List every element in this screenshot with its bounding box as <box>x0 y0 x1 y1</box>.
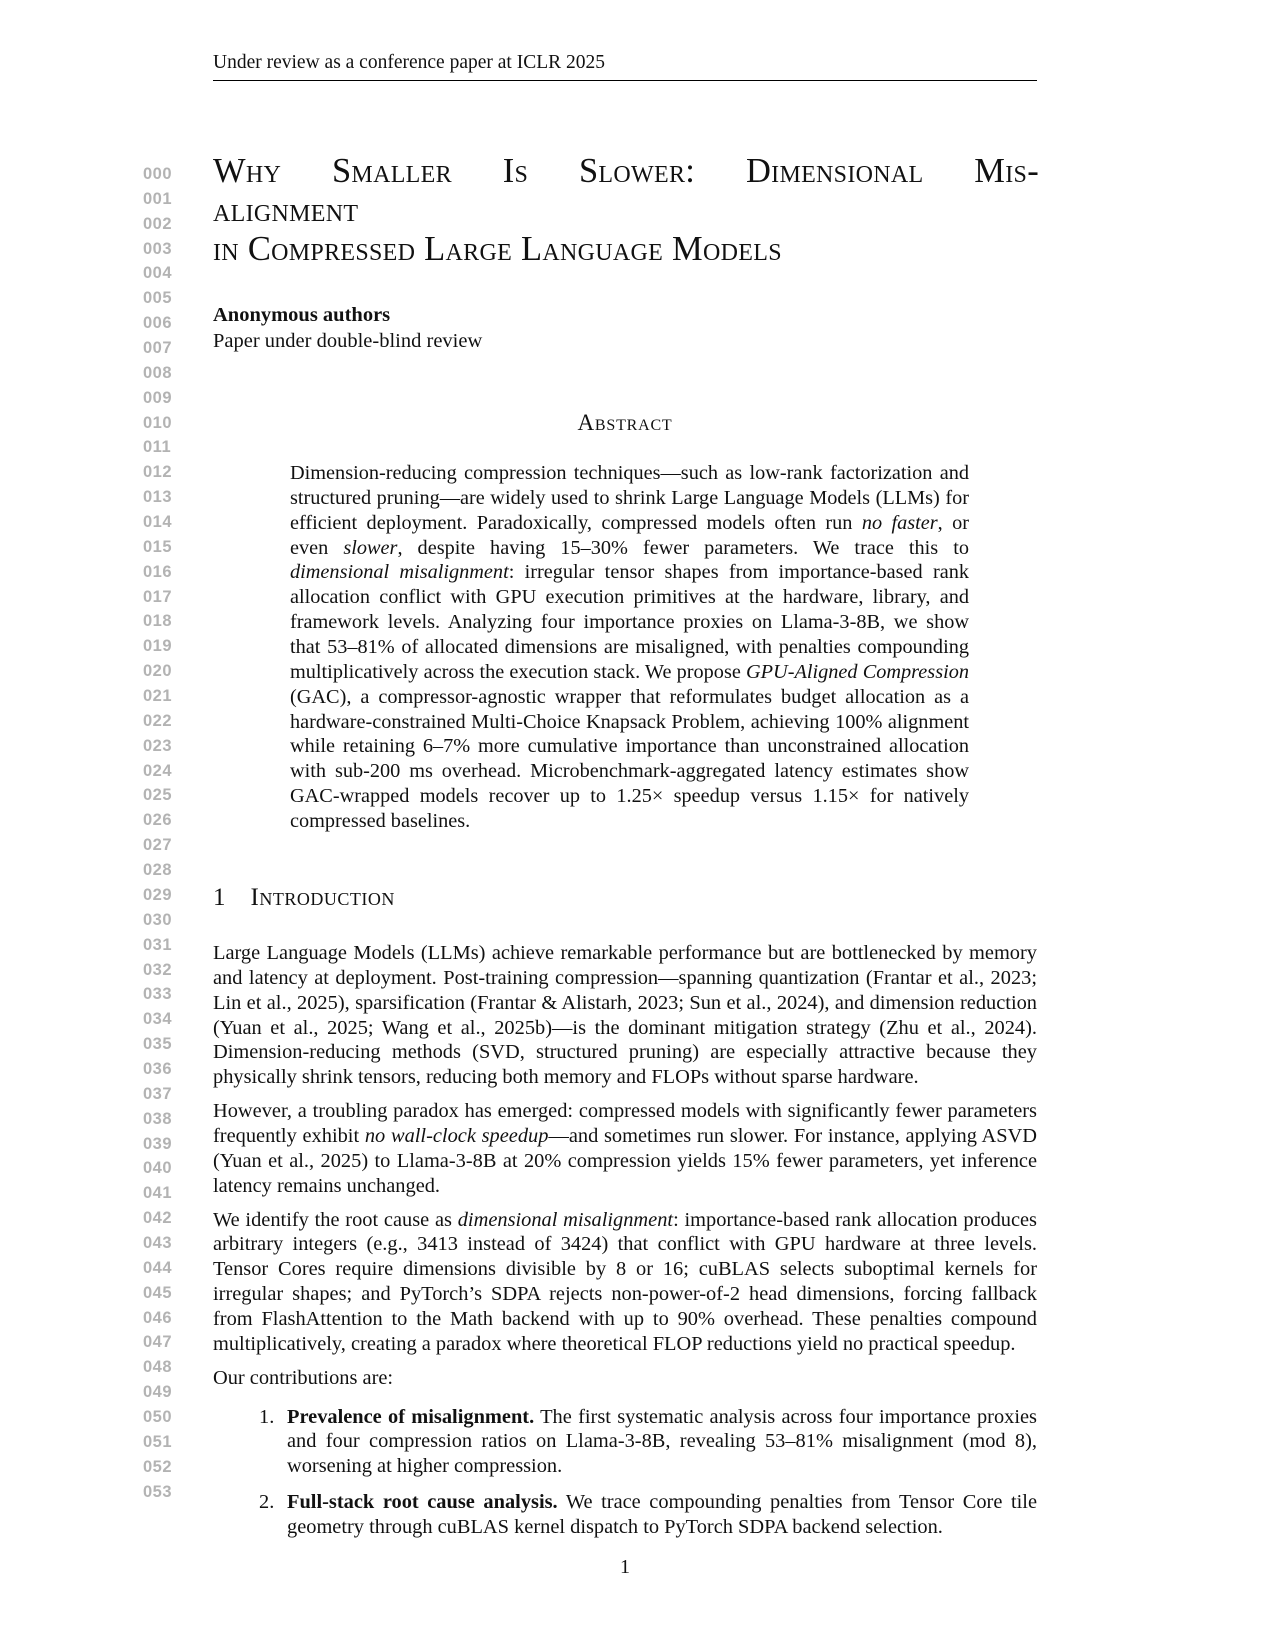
margin-line-number: 031 <box>143 935 173 954</box>
margin-line-numbers <box>143 162 193 1504</box>
contribution-item-1-text <box>287 1406 1037 1478</box>
margin-line-number: 022 <box>143 711 173 730</box>
margin-line-number: 033 <box>143 985 173 1004</box>
margin-line-number: 000 <box>143 165 173 183</box>
intro-paragraph-2 <box>213 1099 1037 1198</box>
author-note: Paper under double-blind review <box>213 330 483 352</box>
abstract-text <box>290 461 969 834</box>
text-run: , despite having 15–30% fewer parameters. We trace this to <box>397 536 969 559</box>
text-run: The first systematic analysis across four importance proxies and four compression ratios on Llama-3-8B, revealing 53–81% misalignment (mod 8), worsening at higher compression. <box>287 1405 1037 1478</box>
text-run: dimensional misalignment <box>457 1208 674 1231</box>
margin-line-number: 029 <box>143 885 173 904</box>
margin-line-number: 046 <box>143 1308 173 1327</box>
contributions-lead: Our contributions are: <box>213 1366 394 1389</box>
margin-line-number: 043 <box>143 1233 173 1252</box>
margin-line-number: 019 <box>143 637 173 656</box>
margin-line-number: 020 <box>143 662 173 681</box>
margin-line-number: 053 <box>143 1482 173 1501</box>
margin-line-number: 008 <box>143 363 173 382</box>
text-run: —and sometimes run slower. For instance, applying ASVD (Yuan et al., 2025) to Llama-3-8B at 20% compression yields 15% fewer parameters, yet inference latency remains unchanged. <box>213 1125 1037 1197</box>
margin-line-number: 042 <box>143 1209 173 1228</box>
text-run: However, a troubling paradox has emerged: compressed models with significantly fewer parameters frequently exhibit <box>213 1100 1037 1148</box>
text-run: We trace compounding penalties from Tensor Core tile geometry through cuBLAS kernel dispatch to PyTorch SDPA backend selection. <box>287 1491 1037 1539</box>
margin-line-number: 039 <box>143 1134 173 1153</box>
contribution-item-1-number: 1. <box>259 1405 275 1428</box>
margin-line-number: 047 <box>143 1333 173 1352</box>
contribution-item-2-number: 2. <box>259 1491 275 1514</box>
section-number: 1 <box>213 884 226 911</box>
margin-line-number: 006 <box>143 314 173 333</box>
section-heading-introduction <box>213 884 1037 912</box>
margin-line-number: 048 <box>143 1358 173 1377</box>
margin-line-number: 032 <box>143 960 173 979</box>
margin-line-number: 024 <box>143 761 173 780</box>
paper-title-line-1: Why Smaller Is Slower: Dimensional Mis- <box>213 152 1039 190</box>
margin-line-number: 026 <box>143 811 173 830</box>
margin-line-number: 004 <box>143 264 173 283</box>
margin-line-number: 028 <box>143 861 173 880</box>
margin-line-number: 013 <box>143 488 173 507</box>
text-run: Dimension-reducing compression techniques—such as low-rank factorization and structured pruning—are widely used to shrink Large Language Models (LLMs) for efficient deployment. Paradoxically, compressed models often run <box>290 462 969 534</box>
intro-paragraph-3 <box>213 1208 1037 1357</box>
margin-line-number: 001 <box>143 189 173 208</box>
margin-line-number: 051 <box>143 1432 173 1451</box>
margin-line-number: 003 <box>143 239 173 258</box>
text-run: (GAC), a compressor-agnostic wrapper that reformulates budget allocation as a hardware-constrained Multi-Choice Knapsack Problem, achieving 100% alignment while retaining 6–7% more cumulative importance than unconstrained allocation with sub-200 ms overhead. Microbenchmark-aggregated latency estimates show GAC-wrapped models recover up to 1.25× speedup versus 1.15× for natively compressed baselines. <box>290 685 969 833</box>
author-name: Anonymous authors <box>213 304 391 326</box>
margin-line-number: 021 <box>143 687 173 706</box>
paper-title <box>213 152 1039 269</box>
text-run: Prevalence of misalignment. <box>287 1405 535 1428</box>
author-block <box>213 302 1037 354</box>
margin-line-number: 018 <box>143 612 173 631</box>
text-run: no faster <box>861 511 938 534</box>
margin-line-number: 009 <box>143 388 173 407</box>
text-run: We identify the root cause as <box>213 1208 458 1231</box>
page-number: 1 <box>620 1556 630 1578</box>
margin-line-number: 044 <box>143 1258 173 1277</box>
margin-line-number: 034 <box>143 1010 173 1029</box>
running-head: Under review as a conference paper at ICLR 2025 <box>213 52 605 73</box>
margin-line-number: 049 <box>143 1383 173 1402</box>
margin-line-number: 030 <box>143 910 173 929</box>
margin-line-number: 052 <box>143 1457 173 1476</box>
text-run: Full-stack root cause analysis. <box>287 1491 558 1514</box>
header-rule <box>213 80 1037 81</box>
margin-line-number: 035 <box>143 1035 173 1054</box>
text-run: : importance-based rank allocation produces arbitrary integers (e.g., 3413 instead of 3424) that conflict with GPU hardware at three levels. Tensor Cores require dimensions divisible by 8 or 16; cuBLAS selects suboptimal kernels for irregular shapes; and PyTorch’s SDPA rejects non-power-of-2 head dimensions, forcing fallback from FlashAttention to the Math backend with up to 90% overhead. These penalties compound multiplicatively, creating a paradox where theoretical FLOP reductions yield no practical speedup. <box>213 1208 1037 1355</box>
contribution-item-2 <box>213 1490 1037 1540</box>
margin-line-number: 016 <box>143 562 173 581</box>
intro-paragraph-1 <box>213 941 1037 1090</box>
contribution-item-1 <box>213 1405 1037 1480</box>
margin-line-number: 050 <box>143 1407 173 1426</box>
margin-line-number: 027 <box>143 836 173 855</box>
margin-line-number: 017 <box>143 587 173 606</box>
paper-title-line-3: in Compressed Large Language Models <box>213 230 782 268</box>
text-run: : irregular tensor shapes from importance-based rank allocation conflict with GPU execution primitives at the hardware, library, and framework levels. Analyzing four importance proxies on Llama-3-8B, we show that 53–81% of allocated dimensions are misaligned, with penalties compounding multiplicatively across the execution stack. We propose <box>290 561 969 683</box>
abstract-heading: Abstract <box>577 410 673 435</box>
text-run: Large Language Models (LLMs) achieve remarkable performance but are bottlenecked by memory and latency at deployment. Post-training compression—spanning quantization (Frantar et al., 2023; Lin et al., 2025), sparsification (Frantar & Alistarh, 2023; Sun et al., 2024), and dimension reduction (Yuan et al., 2025; Wang et al., 2025b)—is the dominant mitigation strategy (Zhu et al., 2024). Dimension-reducing methods (SVD, structured pruning) are especially attractive because they physically shrink tensors, reducing both memory and FLOPs without sparse hardware. <box>213 942 1037 1089</box>
margin-line-number: 036 <box>143 1059 173 1078</box>
margin-line-number: 037 <box>143 1084 173 1103</box>
margin-line-number: 038 <box>143 1109 173 1128</box>
text-run: no wall-clock speedup <box>364 1125 549 1148</box>
margin-line-number: 025 <box>143 786 173 805</box>
margin-line-number: 014 <box>143 513 173 532</box>
margin-line-number: 011 <box>143 438 172 457</box>
section-title: Introduction <box>250 884 395 911</box>
margin-line-number: 023 <box>143 736 173 755</box>
margin-line-number: 012 <box>143 463 173 482</box>
text-run: dimensional misalignment <box>290 561 509 584</box>
margin-line-number: 010 <box>143 413 173 432</box>
margin-line-number: 002 <box>143 214 173 233</box>
contribution-item-2-text <box>287 1491 1037 1538</box>
margin-line-number: 015 <box>143 537 173 556</box>
margin-line-number: 007 <box>143 339 173 358</box>
margin-line-number: 041 <box>143 1184 173 1203</box>
text-run: GPU-Aligned Compression <box>746 660 969 683</box>
text-run: , or even <box>290 511 969 559</box>
margin-line-number: 040 <box>143 1159 173 1178</box>
paper-title-line-2: alignment <box>213 191 359 229</box>
text-run: slower <box>343 536 398 559</box>
margin-line-number: 005 <box>143 289 173 308</box>
introduction-body <box>213 941 1037 1551</box>
margin-line-number: 045 <box>143 1283 173 1302</box>
